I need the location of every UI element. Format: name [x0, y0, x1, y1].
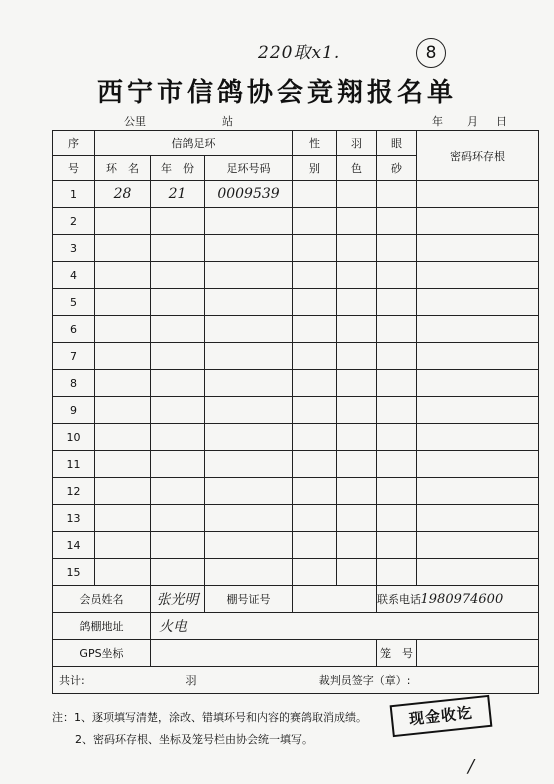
feather-color-cell[interactable]: [337, 235, 377, 262]
table-row: [53, 424, 539, 451]
ring-name-cell[interactable]: [95, 316, 151, 343]
note-2: 2、密码环存根、坐标及笼号栏由协会统一填写。: [75, 733, 313, 746]
ring-name-cell[interactable]: [95, 532, 151, 559]
note-1: 注：1、逐项填写清楚，涂改、错填环号和内容的赛鸽取消成绩。: [52, 711, 367, 724]
header-ring-no: 足环号码: [205, 156, 293, 181]
feather-color-cell[interactable]: [337, 424, 377, 451]
feather-color-cell[interactable]: [337, 289, 377, 316]
header-code-ring: 密码环存根: [417, 131, 539, 181]
feather-color-cell[interactable]: [337, 451, 377, 478]
ring-name-cell[interactable]: [95, 559, 151, 586]
row-number: 6: [53, 316, 95, 343]
header-feather: 羽: [337, 131, 377, 156]
row-number: 13: [53, 505, 95, 532]
year-label: 年: [432, 115, 443, 128]
feather-color-cell[interactable]: [337, 370, 377, 397]
ring-number-cell[interactable]: [205, 478, 293, 505]
sex-cell[interactable]: [293, 451, 337, 478]
address-value[interactable]: 火电: [151, 613, 539, 640]
sex-cell[interactable]: [293, 235, 337, 262]
code-ring-cell[interactable]: [417, 505, 539, 532]
header-eye-bottom: 砂: [377, 156, 417, 181]
row-number: 7: [53, 343, 95, 370]
phone-value[interactable]: 1980974600: [417, 586, 539, 613]
ring-number-cell[interactable]: [205, 316, 293, 343]
eye-sand-cell[interactable]: [377, 451, 417, 478]
code-ring-cell[interactable]: [417, 343, 539, 370]
sex-cell[interactable]: [293, 424, 337, 451]
row-number: 10: [53, 424, 95, 451]
code-ring-cell[interactable]: [417, 532, 539, 559]
row-number: 9: [53, 397, 95, 424]
code-ring-cell[interactable]: [417, 289, 539, 316]
table-row: [53, 208, 539, 235]
sex-cell[interactable]: [293, 316, 337, 343]
ring-number-cell[interactable]: [205, 208, 293, 235]
address-label: 鸽棚地址: [53, 613, 151, 640]
year-cell[interactable]: [151, 289, 205, 316]
station-label: 站: [222, 115, 233, 128]
table-row: [53, 532, 539, 559]
ring-number-cell[interactable]: [205, 505, 293, 532]
code-ring-cell[interactable]: [417, 262, 539, 289]
ring-number-cell[interactable]: 0009539: [205, 181, 293, 208]
sex-cell[interactable]: [293, 181, 337, 208]
ring-number-cell[interactable]: [205, 451, 293, 478]
table-row: [53, 181, 539, 208]
feather-color-cell[interactable]: [337, 532, 377, 559]
header-seq-bottom: 号: [53, 156, 95, 181]
referee-sign[interactable]: [417, 667, 539, 694]
code-ring-cell[interactable]: [417, 559, 539, 586]
eye-sand-cell[interactable]: [377, 559, 417, 586]
ring-number-cell[interactable]: [205, 262, 293, 289]
sex-cell[interactable]: [293, 370, 337, 397]
feather-color-cell[interactable]: [337, 559, 377, 586]
cage-value[interactable]: [417, 640, 539, 667]
feather-color-cell[interactable]: [337, 316, 377, 343]
sex-cell[interactable]: [293, 397, 337, 424]
code-ring-cell[interactable]: [417, 316, 539, 343]
row-number: 15: [53, 559, 95, 586]
ring-name-cell[interactable]: [95, 289, 151, 316]
code-ring-cell[interactable]: [417, 235, 539, 262]
table-row: [53, 451, 539, 478]
sex-cell[interactable]: [293, 505, 337, 532]
ring-name-cell[interactable]: [95, 478, 151, 505]
year-cell[interactable]: 21: [151, 181, 205, 208]
code-ring-cell[interactable]: [417, 208, 539, 235]
sex-cell[interactable]: [293, 262, 337, 289]
code-ring-cell[interactable]: [417, 181, 539, 208]
header-ring: 信鸽足环: [95, 131, 293, 156]
year-cell[interactable]: [151, 559, 205, 586]
ring-number-cell[interactable]: [205, 235, 293, 262]
year-cell[interactable]: [151, 397, 205, 424]
table-row: [53, 235, 539, 262]
total-label: 共计:: [53, 667, 95, 694]
ring-name-cell[interactable]: [95, 505, 151, 532]
eye-sand-cell[interactable]: [377, 424, 417, 451]
cage-label: 笼 号: [377, 640, 417, 667]
table-row: [53, 262, 539, 289]
feather-color-cell[interactable]: [337, 397, 377, 424]
table-row: [53, 559, 539, 586]
ring-name-cell[interactable]: [95, 370, 151, 397]
row-number: 1: [53, 181, 95, 208]
eye-sand-cell[interactable]: [377, 289, 417, 316]
eye-sand-cell[interactable]: [377, 370, 417, 397]
header-ring-name: 环 名: [95, 156, 151, 181]
table-row: [53, 505, 539, 532]
row-number: 4: [53, 262, 95, 289]
row-number: 3: [53, 235, 95, 262]
registration-table: [52, 130, 539, 694]
feather-color-cell[interactable]: [337, 262, 377, 289]
ring-name-cell[interactable]: [95, 397, 151, 424]
row-number: 2: [53, 208, 95, 235]
gps-label: GPS坐标: [53, 640, 151, 667]
year-cell[interactable]: [151, 532, 205, 559]
ring-name-cell[interactable]: [95, 451, 151, 478]
year-cell[interactable]: [151, 208, 205, 235]
table-row: [53, 478, 539, 505]
eye-sand-cell[interactable]: [377, 262, 417, 289]
gps-value[interactable]: [151, 640, 377, 667]
table-row: [53, 397, 539, 424]
code-ring-cell[interactable]: [417, 451, 539, 478]
pigeon-rows: [53, 181, 539, 586]
year-cell[interactable]: [151, 370, 205, 397]
feather-color-cell[interactable]: [337, 478, 377, 505]
header-seq: 序: [53, 131, 95, 156]
ring-number-cell[interactable]: [205, 424, 293, 451]
ring-number-cell[interactable]: [205, 559, 293, 586]
ring-number-cell[interactable]: [205, 289, 293, 316]
ring-name-cell[interactable]: [95, 208, 151, 235]
year-cell[interactable]: [151, 316, 205, 343]
ring-name-cell[interactable]: [95, 343, 151, 370]
ring-number-cell[interactable]: [205, 532, 293, 559]
feather-unit: 羽: [95, 667, 205, 694]
header-year: 年 份: [151, 156, 205, 181]
feather-color-cell[interactable]: [337, 181, 377, 208]
sex-cell[interactable]: [293, 478, 337, 505]
header-sex-bottom: 别: [293, 156, 337, 181]
header-sex: 性: [293, 131, 337, 156]
loft-no-label: 棚号证号: [205, 586, 293, 613]
cash-received-stamp: 现金收讫: [390, 695, 493, 737]
eye-sand-cell[interactable]: [377, 235, 417, 262]
year-cell[interactable]: [151, 424, 205, 451]
form-title: 西宁市信鸽协会竞翔报名单: [96, 78, 457, 108]
eye-sand-cell[interactable]: [377, 397, 417, 424]
eye-sand-cell[interactable]: [377, 316, 417, 343]
sex-cell[interactable]: [293, 532, 337, 559]
year-cell[interactable]: [151, 343, 205, 370]
ring-name-cell[interactable]: [95, 424, 151, 451]
table-row: [53, 316, 539, 343]
eye-sand-cell[interactable]: [377, 343, 417, 370]
code-ring-cell[interactable]: [417, 478, 539, 505]
eye-sand-cell[interactable]: [377, 181, 417, 208]
row-number: 8: [53, 370, 95, 397]
month-label: 月: [467, 115, 478, 128]
feather-color-cell[interactable]: [337, 343, 377, 370]
feather-color-cell[interactable]: [337, 505, 377, 532]
row-number: 11: [53, 451, 95, 478]
ring-number-cell[interactable]: [205, 397, 293, 424]
referee-label: 裁判员签字（章）:: [205, 667, 417, 694]
eye-sand-cell[interactable]: [377, 505, 417, 532]
member-name-value[interactable]: 张光明: [151, 586, 205, 613]
sex-cell[interactable]: [293, 559, 337, 586]
row-number: 12: [53, 478, 95, 505]
year-cell[interactable]: [151, 478, 205, 505]
row-number: 5: [53, 289, 95, 316]
code-ring-cell[interactable]: [417, 370, 539, 397]
header-feather-bottom: 色: [337, 156, 377, 181]
corner-mark: /: [468, 756, 475, 777]
loft-no-value[interactable]: [293, 586, 377, 613]
handwritten-top-note: 220取x1.: [258, 43, 341, 63]
year-cell[interactable]: [151, 235, 205, 262]
day-label: 日: [496, 115, 507, 128]
ring-number-cell[interactable]: [205, 370, 293, 397]
ring-name-cell[interactable]: 28: [95, 181, 151, 208]
circled-number: 8: [416, 38, 446, 68]
code-ring-cell[interactable]: [417, 397, 539, 424]
row-number: 14: [53, 532, 95, 559]
distance-label: 公里: [124, 115, 146, 128]
sex-cell[interactable]: [293, 208, 337, 235]
year-cell[interactable]: [151, 505, 205, 532]
phone-label: 联系电话: [377, 586, 417, 613]
feather-color-cell[interactable]: [337, 208, 377, 235]
ring-number-cell[interactable]: [205, 343, 293, 370]
table-row: [53, 289, 539, 316]
ring-name-cell[interactable]: [95, 235, 151, 262]
header-eye: 眼: [377, 131, 417, 156]
code-ring-cell[interactable]: [417, 424, 539, 451]
eye-sand-cell[interactable]: [377, 478, 417, 505]
ring-name-cell[interactable]: [95, 262, 151, 289]
year-cell[interactable]: [151, 451, 205, 478]
year-cell[interactable]: [151, 262, 205, 289]
table-row: [53, 343, 539, 370]
table-row: [53, 370, 539, 397]
eye-sand-cell[interactable]: [377, 208, 417, 235]
eye-sand-cell[interactable]: [377, 532, 417, 559]
sex-cell[interactable]: [293, 343, 337, 370]
sex-cell[interactable]: [293, 289, 337, 316]
member-name-label: 会员姓名: [53, 586, 151, 613]
